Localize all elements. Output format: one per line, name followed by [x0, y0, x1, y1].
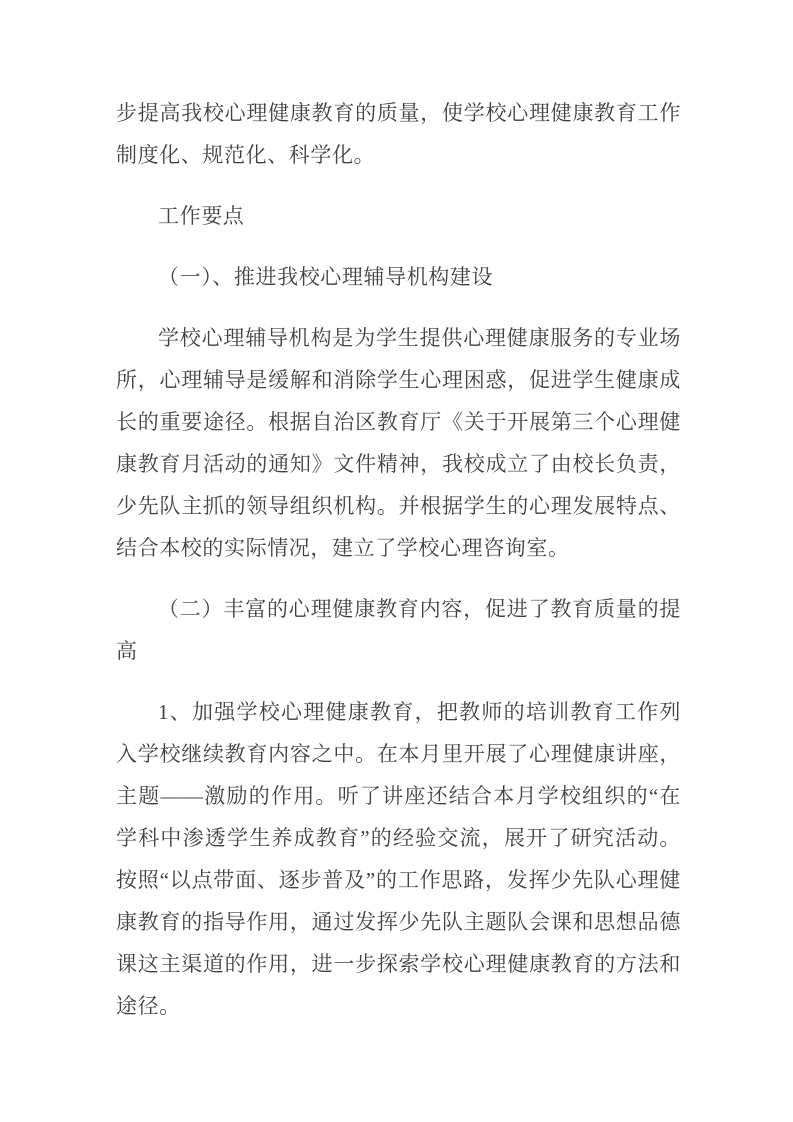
heading-work-points: 工作要点: [158, 204, 245, 228]
paragraph-continuation: 步提高我校心理健康教育的质量，使学校心理健康教育工作制度化、规范化、科学化。: [116, 101, 681, 167]
document-body: [116, 92, 681, 1027]
body-paragraph-section-1: 学校心理辅导机构是为学生提供心理健康服务的专业场所，心理辅导是缓解和消除学生心理困惑，促进学生健康成长的重要途径。根据自治区教育厅《关于开展第三个心理健康教育月活动的通知》文件精神，我校成立了由校长负责，少先队主抓的领导组织机构。并根据学生的心理发展特点、结合本校的实际情况，建立了学校心理咨询室。: [116, 326, 681, 560]
heading-section-1: （一）、推进我校心理辅导机构建设: [158, 265, 494, 289]
heading-section-2: （二）丰富的心理健康教育内容，促进了教育质量的提高: [116, 597, 681, 663]
body-paragraph-section-2-item-1: 1、加强学校心理健康教育，把教师的培训教育工作列入学校继续教育内容之中。在本月里开展了心理健康讲座，主题——激励的作用。听了讲座还结合本月学校组织的“在学科中渗透学生养成教育”的经验交流，展开了研究活动。按照“以点带面、逐步普及”的工作思路，发挥少先队心理健康教育的指导作用，通过发挥少先队主题队会课和思想品德课这主渠道的作用，进一步探索学校心理健康教育的方法和途径。: [116, 700, 681, 1018]
